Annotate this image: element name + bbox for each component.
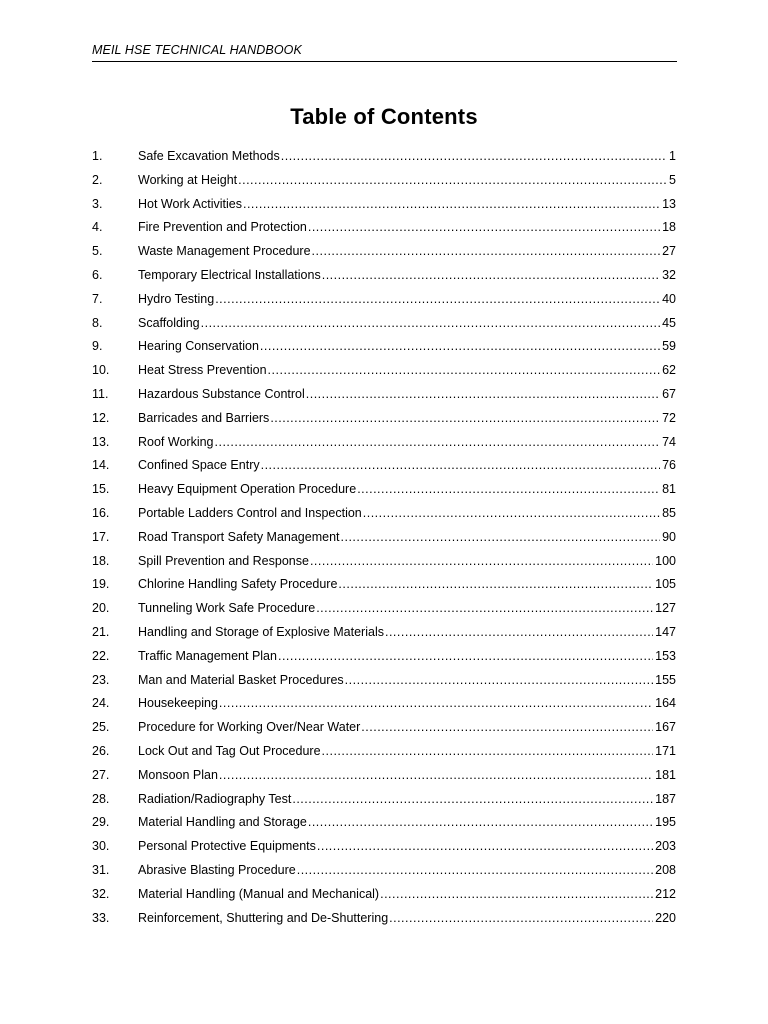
toc-entry-page[interactable]: 62: [662, 363, 676, 378]
toc-dot-leader: [361, 716, 653, 740]
toc-entry[interactable]: [92, 692, 676, 716]
toc-dot-leader: [312, 240, 661, 264]
toc-entry-page[interactable]: 100: [655, 553, 676, 568]
toc-entry-number: 7.: [92, 291, 103, 306]
toc-entry-title[interactable]: Material Handling and Storage: [138, 815, 307, 830]
toc-dot-leader: [306, 383, 660, 407]
toc-entry[interactable]: [92, 597, 676, 621]
toc-entry-title[interactable]: Traffic Management Plan: [138, 648, 277, 663]
toc-entry-line: [138, 859, 676, 883]
toc-entry-number: 20.: [92, 601, 110, 616]
table-of-contents: [92, 145, 676, 930]
toc-entry-title[interactable]: Working at Height: [138, 172, 238, 187]
toc-entry-number: 23.: [92, 672, 110, 687]
toc-dot-leader: [270, 407, 660, 431]
toc-entry-number: 13.: [92, 434, 110, 449]
toc-entry-title[interactable]: Radiation/Radiography Test: [138, 791, 292, 806]
toc-entry-number: 22.: [92, 648, 110, 663]
toc-entry[interactable]: [92, 550, 676, 574]
toc-dot-leader: [219, 692, 653, 716]
toc-dot-leader: [322, 264, 660, 288]
toc-dot-leader: [338, 573, 653, 597]
page-title: Table of Contents: [290, 104, 478, 129]
toc-entry-page[interactable]: 81: [662, 482, 676, 497]
toc-entry-title[interactable]: Confined Space Entry: [138, 458, 260, 473]
toc-entry[interactable]: [92, 716, 676, 740]
toc-entry-page[interactable]: 13: [662, 196, 676, 211]
toc-entry-line: [138, 597, 676, 621]
toc-entry-page[interactable]: 164: [655, 696, 676, 711]
toc-entry[interactable]: [92, 740, 676, 764]
toc-entry-page[interactable]: 74: [662, 434, 676, 449]
toc-dot-leader: [278, 645, 653, 669]
toc-entry-page[interactable]: 105: [655, 577, 676, 592]
toc-entry-line: [138, 692, 676, 716]
toc-entry-number: 10.: [92, 363, 110, 378]
toc-entry-number: 1.: [92, 149, 103, 163]
toc-entry-number: 6.: [92, 267, 103, 282]
toc-entry-title[interactable]: Waste Management Procedure: [138, 244, 311, 259]
toc-entry-page[interactable]: 147: [655, 624, 676, 639]
toc-dot-leader: [341, 526, 661, 550]
toc-entry-page[interactable]: 40: [662, 291, 676, 306]
toc-entry[interactable]: [92, 645, 676, 669]
toc-entry-page[interactable]: 5: [669, 172, 676, 187]
toc-dot-leader: [357, 478, 660, 502]
toc-entry-line: [138, 216, 676, 240]
toc-entry-page[interactable]: 72: [662, 410, 676, 425]
toc-entry-page[interactable]: 76: [662, 458, 676, 473]
toc-entry-title[interactable]: Man and Material Basket Procedures: [138, 672, 344, 687]
toc-entry[interactable]: [92, 193, 676, 217]
toc-entry-line: [138, 788, 676, 812]
toc-entry-number: 12.: [92, 410, 110, 425]
toc-entry-number: 30.: [92, 839, 110, 854]
toc-entry-line: [138, 335, 676, 359]
toc-entry-page[interactable]: 59: [662, 339, 676, 354]
toc-entry-page[interactable]: 45: [662, 315, 676, 330]
toc-entry-number: 19.: [92, 577, 110, 592]
toc-entry-page[interactable]: 85: [662, 505, 676, 520]
toc-entry-title[interactable]: Lock Out and Tag Out Procedure: [138, 743, 321, 758]
toc-entry-number: 27.: [92, 767, 110, 782]
toc-dot-leader: [363, 502, 660, 526]
toc-entry-page[interactable]: 32: [662, 267, 676, 282]
toc-entry-title[interactable]: Material Handling (Manual and Mechanical): [138, 886, 380, 901]
page-header: [92, 43, 677, 62]
toc-entry[interactable]: [92, 907, 676, 931]
toc-entry-number: 26.: [92, 743, 110, 758]
toc-entry-title[interactable]: Roof Working: [138, 434, 214, 449]
toc-entry-page[interactable]: 27: [662, 244, 676, 259]
toc-entry-title[interactable]: Portable Ladders Control and Inspection: [138, 505, 362, 520]
toc-entry-page[interactable]: 167: [655, 720, 676, 735]
toc-dot-leader: [389, 907, 653, 931]
toc-entry-line: [138, 383, 676, 407]
toc-entry[interactable]: [92, 883, 676, 907]
toc-entry-number: 33.: [92, 910, 110, 925]
toc-entry-number: 25.: [92, 720, 110, 735]
toc-entry-page[interactable]: 90: [662, 529, 676, 544]
toc-entry-page[interactable]: 18: [662, 220, 676, 235]
toc-entry[interactable]: [92, 312, 676, 336]
toc-entry-title[interactable]: Hydro Testing: [138, 291, 215, 306]
header-title: MEIL HSE TECHNICAL HANDBOOK: [92, 43, 302, 57]
toc-dot-leader: [308, 811, 653, 835]
toc-entry-title[interactable]: Housekeeping: [138, 696, 218, 711]
toc-entry[interactable]: [92, 502, 676, 526]
toc-entry-line: [138, 288, 676, 312]
toc-entry-number: 11.: [92, 386, 109, 401]
toc-entry-line: [138, 740, 676, 764]
toc-entry-page[interactable]: 208: [655, 862, 676, 877]
toc-entry[interactable]: [92, 359, 676, 383]
toc-entry-number: 4.: [92, 220, 103, 235]
toc-entry-line: [138, 478, 676, 502]
toc-entry-line: [138, 169, 676, 193]
toc-dot-leader: [268, 359, 661, 383]
toc-dot-leader: [215, 288, 660, 312]
toc-entry-line: [138, 811, 676, 835]
toc-entry-line: [138, 407, 676, 431]
toc-entry[interactable]: [92, 335, 676, 359]
toc-entry-line: [138, 526, 676, 550]
toc-entry[interactable]: [92, 264, 676, 288]
toc-dot-leader: [297, 859, 653, 883]
toc-entry[interactable]: [92, 811, 676, 835]
toc-entry-number: 28.: [92, 791, 110, 806]
toc-entry-title[interactable]: Chlorine Handling Safety Procedure: [138, 577, 338, 592]
toc-entry-title[interactable]: Safe Excavation Methods: [138, 149, 280, 163]
toc-entry-line: [138, 550, 676, 574]
toc-entry-page[interactable]: 203: [655, 839, 676, 854]
toc-entry-number: 17.: [92, 529, 110, 544]
toc-dot-leader: [261, 454, 660, 478]
toc-entry-line: [138, 431, 676, 455]
toc-entry-number: 5.: [92, 244, 103, 259]
toc-dot-leader: [317, 835, 653, 859]
toc-entry-line: [138, 312, 676, 336]
toc-entry-title[interactable]: Temporary Electrical Installations: [138, 267, 321, 282]
toc-entry-title[interactable]: Barricades and Barriers: [138, 410, 270, 425]
toc-dot-leader: [310, 550, 653, 574]
toc-entry-title[interactable]: Heat Stress Prevention: [138, 363, 267, 378]
toc-entry-title[interactable]: Hazardous Substance Control: [138, 386, 305, 401]
toc-entry[interactable]: [92, 788, 676, 812]
toc-entry-line: [138, 502, 676, 526]
toc-entry-title[interactable]: Hot Work Activities: [138, 196, 242, 211]
toc-entry[interactable]: [92, 383, 676, 407]
toc-entry-number: 32.: [92, 886, 110, 901]
toc-entry-number: 16.: [92, 505, 110, 520]
toc-entry-title[interactable]: Procedure for Working Over/Near Water: [138, 720, 361, 735]
toc-dot-leader: [308, 216, 660, 240]
toc-entry-line: [138, 645, 676, 669]
toc-entry-number: 21.: [92, 624, 110, 639]
toc-entry-page[interactable]: 171: [655, 743, 676, 758]
toc-dot-leader: [345, 669, 653, 693]
toc-entry-line: [138, 454, 676, 478]
toc-entry-number: 9.: [92, 339, 103, 354]
toc-entry[interactable]: [92, 407, 676, 431]
toc-entry-title[interactable]: Scaffolding: [138, 315, 200, 330]
toc-entry-title[interactable]: Personal Protective Equipments: [138, 839, 316, 854]
toc-entry[interactable]: [92, 240, 676, 264]
toc-dot-leader: [243, 193, 660, 217]
toc-entry-line: [138, 359, 676, 383]
toc-entry-title[interactable]: Hearing Conservation: [138, 339, 259, 354]
toc-dot-leader: [380, 883, 653, 907]
toc-dot-leader: [260, 335, 660, 359]
toc-entry-line: [138, 907, 676, 931]
toc-entry-page[interactable]: 181: [655, 767, 676, 782]
toc-entry-line: [138, 716, 676, 740]
toc-dot-leader: [316, 597, 653, 621]
toc-entry-number: 29.: [92, 815, 110, 830]
toc-entry-page[interactable]: 127: [655, 601, 676, 616]
toc-entry-page[interactable]: 220: [655, 910, 676, 925]
toc-entry-line: [138, 764, 676, 788]
toc-entry-line: [138, 240, 676, 264]
toc-entry-number: 24.: [92, 696, 110, 711]
toc-entry-number: 2.: [92, 172, 103, 187]
toc-entry-line: [138, 264, 676, 288]
toc-entry-number: 8.: [92, 315, 103, 330]
toc-entry-title[interactable]: Monsoon Plan: [138, 767, 218, 782]
toc-dot-leader: [292, 788, 653, 812]
toc-entry-title[interactable]: Fire Prevention and Protection: [138, 220, 307, 235]
toc-dot-leader: [281, 145, 667, 169]
toc-entry-number: 31.: [92, 862, 110, 877]
toc-dot-leader: [385, 621, 653, 645]
toc-entry[interactable]: [92, 431, 676, 455]
toc-dot-leader: [238, 169, 667, 193]
toc-entry[interactable]: [92, 621, 676, 645]
toc-entry-line: [138, 573, 676, 597]
toc-entry[interactable]: [92, 835, 676, 859]
toc-entry-number: 15.: [92, 482, 110, 497]
toc-entry-number: 18.: [92, 553, 110, 568]
toc-entry-page[interactable]: 212: [655, 886, 676, 901]
toc-dot-leader: [201, 312, 660, 336]
toc-entry-title[interactable]: Handling and Storage of Explosive Materials: [138, 624, 384, 639]
toc-entry-page[interactable]: 1: [669, 149, 676, 163]
toc-dot-leader: [219, 764, 653, 788]
toc-entry-line: [138, 835, 676, 859]
toc-entry-line: [138, 193, 676, 217]
toc-entry[interactable]: [92, 145, 676, 169]
toc-dot-leader: [322, 740, 654, 764]
toc-entry[interactable]: [92, 573, 676, 597]
toc-dot-leader: [215, 431, 661, 455]
toc-entry-line: [138, 145, 676, 169]
toc-entry-line: [138, 883, 676, 907]
toc-entry-page[interactable]: 195: [655, 815, 676, 830]
toc-entry[interactable]: [92, 764, 676, 788]
toc-entry[interactable]: [92, 288, 676, 312]
toc-entry[interactable]: [92, 478, 676, 502]
toc-entry[interactable]: [92, 169, 676, 193]
toc-entry-title[interactable]: Heavy Equipment Operation Procedure: [138, 482, 357, 497]
toc-entry-title[interactable]: Road Transport Safety Management: [138, 529, 340, 544]
toc-entry-page[interactable]: 187: [655, 791, 676, 806]
toc-entry-title[interactable]: Tunneling Work Safe Procedure: [138, 601, 316, 616]
toc-entry[interactable]: [92, 859, 676, 883]
toc-entry-number: 14.: [92, 458, 110, 473]
toc-entry-page[interactable]: 153: [655, 648, 676, 663]
toc-entry[interactable]: [92, 669, 676, 693]
toc-entry[interactable]: [92, 526, 676, 550]
toc-entry-number: 3.: [92, 196, 103, 211]
toc-entry-line: [138, 621, 676, 645]
toc-entry-title[interactable]: Abrasive Blasting Procedure: [138, 862, 296, 877]
toc-entry-title[interactable]: Spill Prevention and Response: [138, 553, 309, 568]
toc-entry[interactable]: [92, 216, 676, 240]
toc-entry-page[interactable]: 67: [662, 386, 676, 401]
toc-entry-line: [138, 669, 676, 693]
toc-entry[interactable]: [92, 454, 676, 478]
toc-entry-page[interactable]: 155: [655, 672, 676, 687]
toc-entry-title[interactable]: Reinforcement, Shuttering and De-Shuttering: [138, 910, 389, 925]
